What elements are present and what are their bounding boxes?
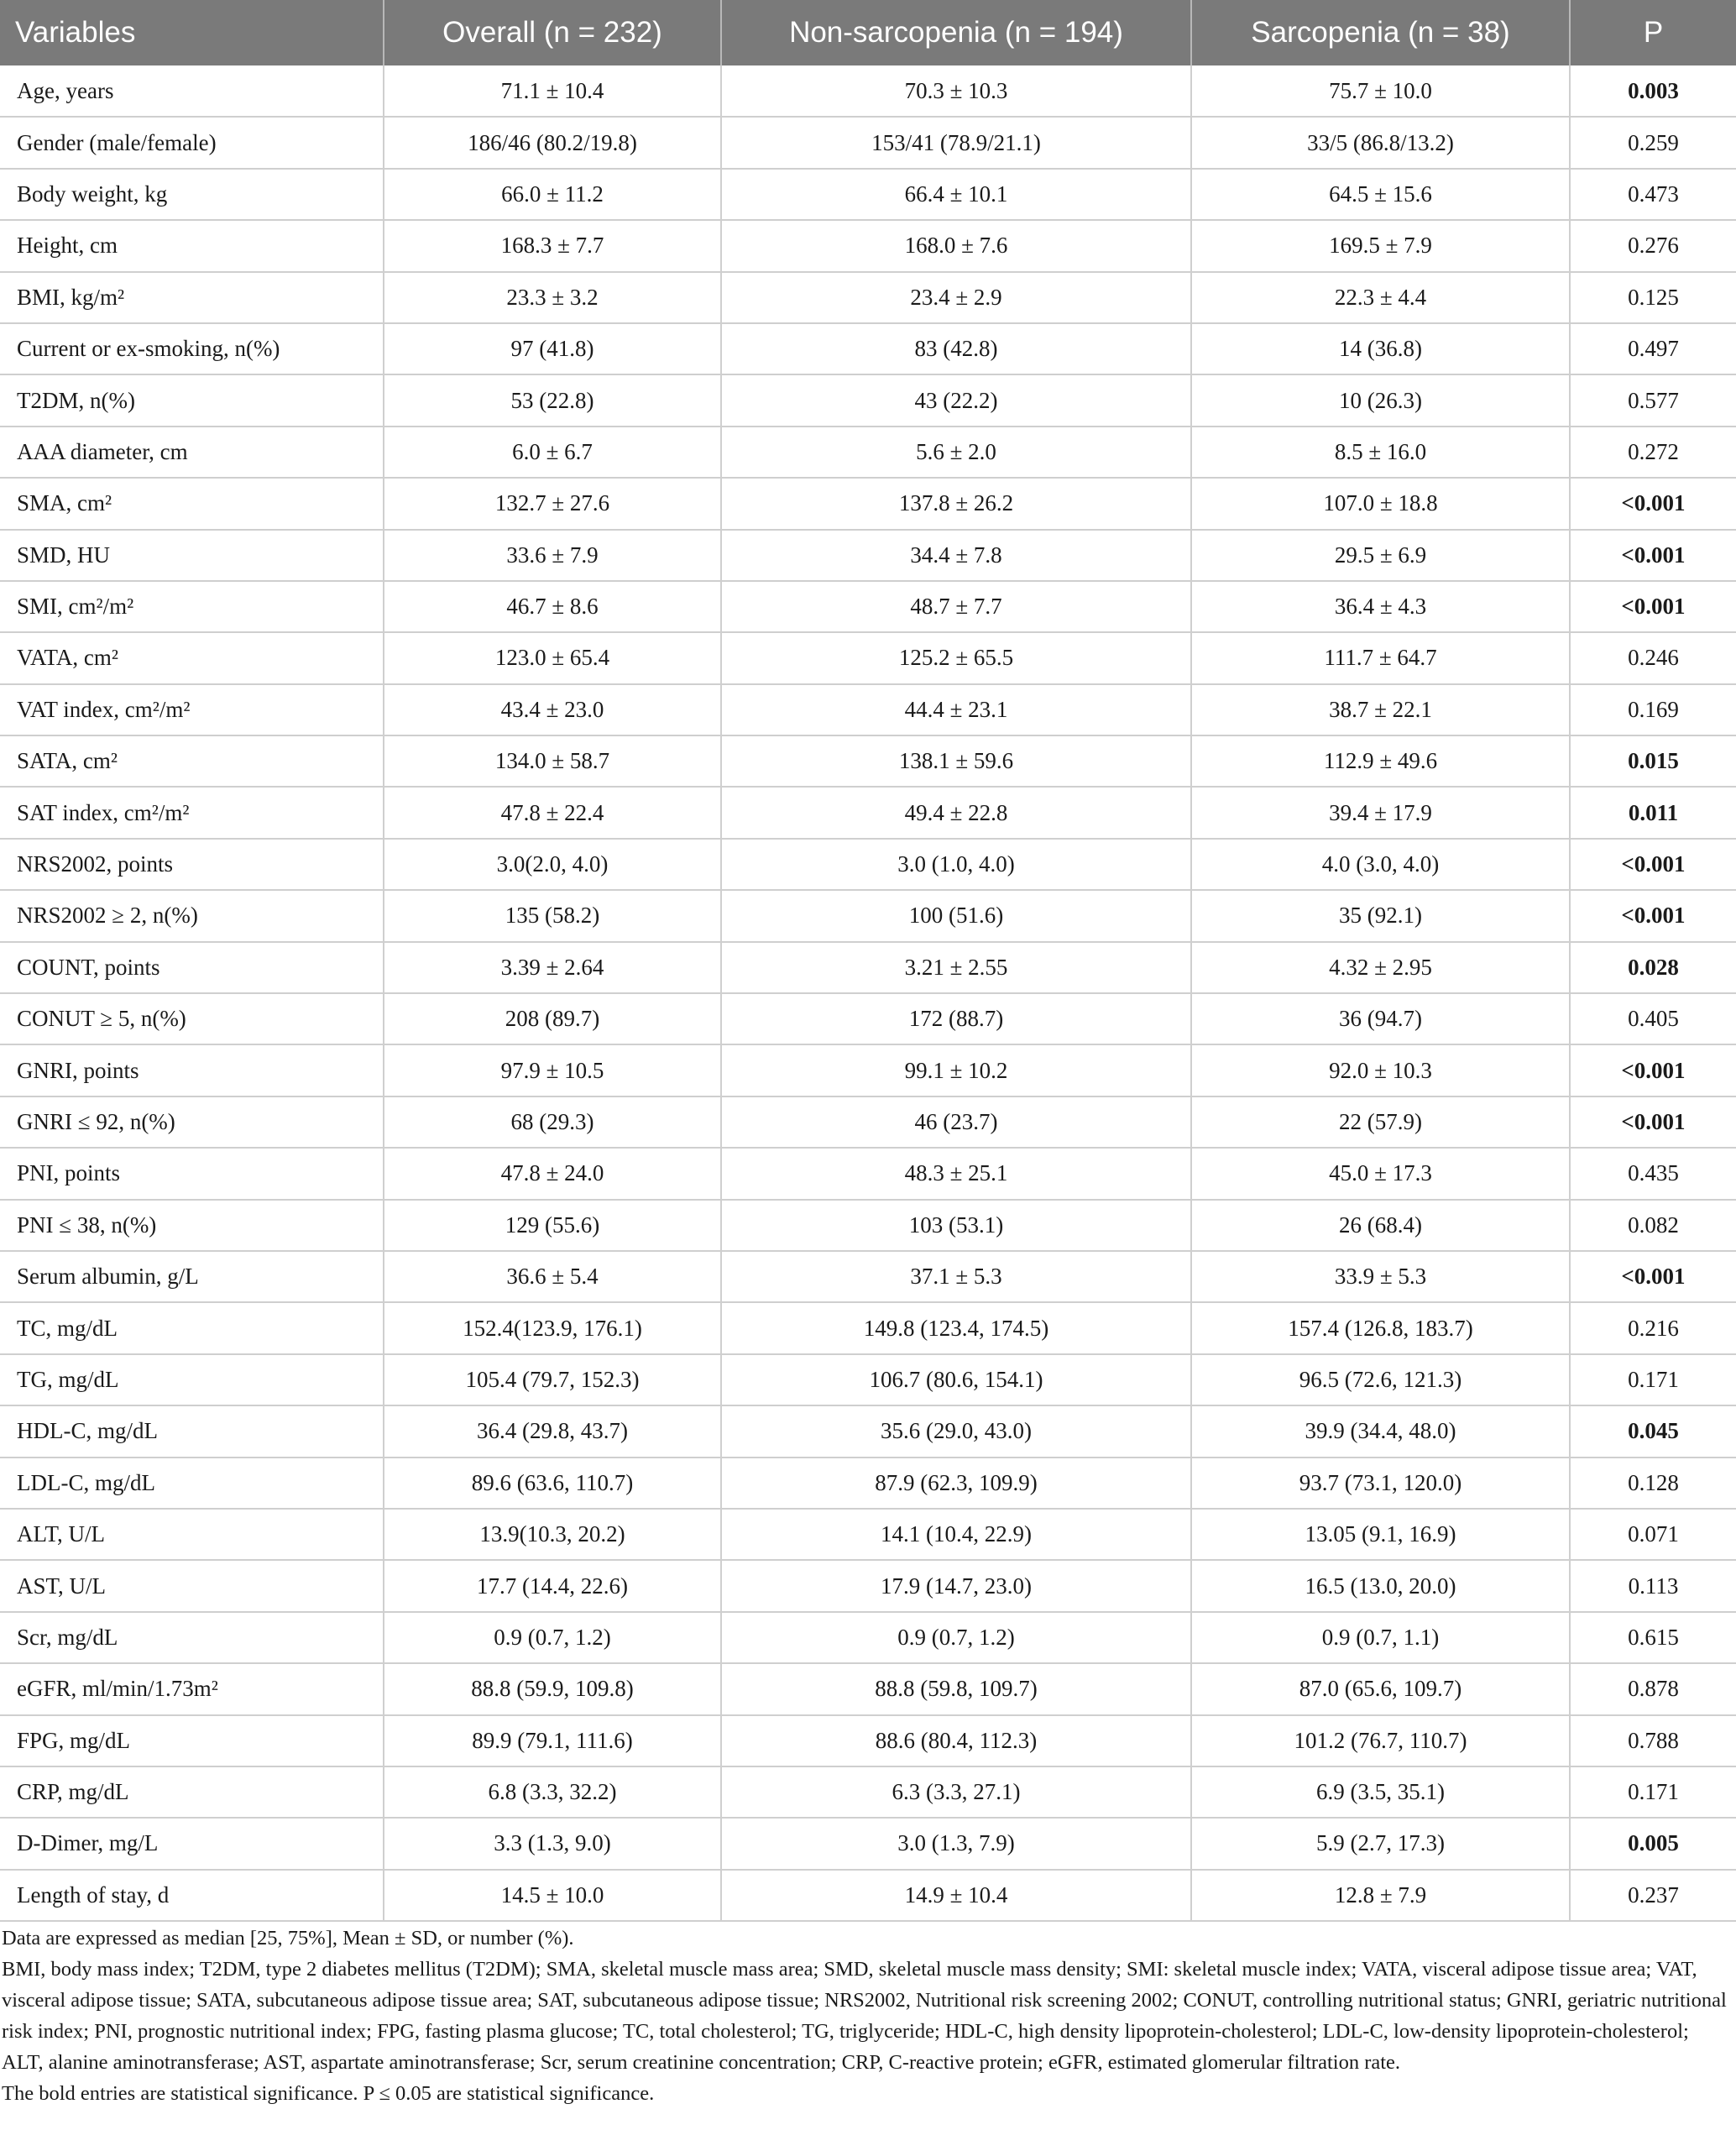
cell-sarcopenia: 14 (36.8): [1191, 323, 1570, 374]
cell-non-sarcopenia: 88.8 (59.8, 109.7): [721, 1663, 1191, 1714]
cell-sarcopenia: 101.2 (76.7, 110.7): [1191, 1715, 1570, 1766]
cell-non-sarcopenia: 149.8 (123.4, 174.5): [721, 1302, 1191, 1353]
cell-non-sarcopenia: 153/41 (78.9/21.1): [721, 117, 1191, 168]
cell-sarcopenia: 157.4 (126.8, 183.7): [1191, 1302, 1570, 1353]
cell-non-sarcopenia: 49.4 ± 22.8: [721, 787, 1191, 838]
cell-p-value: 0.788: [1570, 1715, 1736, 1766]
cell-non-sarcopenia: 44.4 ± 23.1: [721, 684, 1191, 735]
cell-overall: 71.1 ± 10.4: [384, 65, 721, 117]
table-row: [0, 374, 1736, 426]
cell-variable: CRP, mg/dL: [0, 1766, 384, 1818]
cell-p-value: 0.003: [1570, 65, 1736, 117]
cell-non-sarcopenia: 0.9 (0.7, 1.2): [721, 1612, 1191, 1663]
cell-non-sarcopenia: 46 (23.7): [721, 1096, 1191, 1148]
cell-sarcopenia: 87.0 (65.6, 109.7): [1191, 1663, 1570, 1714]
cell-p-value: 0.237: [1570, 1870, 1736, 1921]
cell-variable: VAT index, cm²/m²: [0, 684, 384, 735]
cell-overall: 33.6 ± 7.9: [384, 530, 721, 581]
cell-overall: 105.4 (79.7, 152.3): [384, 1354, 721, 1405]
cell-p-value: 0.615: [1570, 1612, 1736, 1663]
cell-p-value: 0.405: [1570, 993, 1736, 1044]
cell-overall: 134.0 ± 58.7: [384, 735, 721, 787]
cell-overall: 66.0 ± 11.2: [384, 169, 721, 220]
table-row: [0, 478, 1736, 529]
table-row: [0, 530, 1736, 581]
cell-variable: PNI ≤ 38, n(%): [0, 1200, 384, 1251]
footnote-data-expression: Data are expressed as median [25, 75%], Mean ± SD, or number (%).: [2, 1927, 574, 1950]
cell-non-sarcopenia: 6.3 (3.3, 27.1): [721, 1766, 1191, 1818]
cell-overall: 6.0 ± 6.7: [384, 427, 721, 478]
cell-variable: AAA diameter, cm: [0, 427, 384, 478]
cell-overall: 36.6 ± 5.4: [384, 1251, 721, 1302]
cell-variable: SMI, cm²/m²: [0, 581, 384, 632]
cell-p-value: 0.171: [1570, 1354, 1736, 1405]
cell-variable: COUNT, points: [0, 942, 384, 993]
cell-p-value: 0.113: [1570, 1560, 1736, 1611]
cell-overall: 129 (55.6): [384, 1200, 721, 1251]
cell-non-sarcopenia: 14.1 (10.4, 22.9): [721, 1509, 1191, 1560]
cell-sarcopenia: 112.9 ± 49.6: [1191, 735, 1570, 787]
cell-sarcopenia: 4.32 ± 2.95: [1191, 942, 1570, 993]
cell-sarcopenia: 38.7 ± 22.1: [1191, 684, 1570, 735]
cell-p-value: 0.028: [1570, 942, 1736, 993]
header-overall: Overall (n = 232): [384, 0, 721, 65]
cell-sarcopenia: 92.0 ± 10.3: [1191, 1044, 1570, 1096]
cell-variable: SMD, HU: [0, 530, 384, 581]
cell-p-value: 0.577: [1570, 374, 1736, 426]
cell-non-sarcopenia: 87.9 (62.3, 109.9): [721, 1458, 1191, 1509]
cell-sarcopenia: 26 (68.4): [1191, 1200, 1570, 1251]
table-row: [0, 65, 1736, 117]
cell-p-value: <0.001: [1570, 839, 1736, 890]
cell-variable: LDL-C, mg/dL: [0, 1458, 384, 1509]
cell-sarcopenia: 6.9 (3.5, 35.1): [1191, 1766, 1570, 1818]
cell-overall: 3.0(2.0, 4.0): [384, 839, 721, 890]
table-row: [0, 1251, 1736, 1302]
cell-variable: Scr, mg/dL: [0, 1612, 384, 1663]
cell-sarcopenia: 13.05 (9.1, 16.9): [1191, 1509, 1570, 1560]
cell-variable: ALT, U/L: [0, 1509, 384, 1560]
cell-p-value: 0.435: [1570, 1148, 1736, 1199]
table-row: [0, 993, 1736, 1044]
cell-sarcopenia: 5.9 (2.7, 17.3): [1191, 1818, 1570, 1869]
cell-overall: 88.8 (59.9, 109.8): [384, 1663, 721, 1714]
cell-sarcopenia: 96.5 (72.6, 121.3): [1191, 1354, 1570, 1405]
cell-p-value: 0.071: [1570, 1509, 1736, 1560]
cell-sarcopenia: 22 (57.9): [1191, 1096, 1570, 1148]
cell-variable: Current or ex-smoking, n(%): [0, 323, 384, 374]
cell-sarcopenia: 10 (26.3): [1191, 374, 1570, 426]
cell-non-sarcopenia: 34.4 ± 7.8: [721, 530, 1191, 581]
cell-sarcopenia: 64.5 ± 15.6: [1191, 169, 1570, 220]
cell-p-value: 0.497: [1570, 323, 1736, 374]
cell-non-sarcopenia: 100 (51.6): [721, 890, 1191, 941]
cell-p-value: 0.878: [1570, 1663, 1736, 1714]
table-row: [0, 1818, 1736, 1869]
cell-overall: 135 (58.2): [384, 890, 721, 941]
cell-p-value: 0.128: [1570, 1458, 1736, 1509]
cell-variable: CONUT ≥ 5, n(%): [0, 993, 384, 1044]
table-row: [0, 1560, 1736, 1611]
cell-variable: TG, mg/dL: [0, 1354, 384, 1405]
table-row: [0, 735, 1736, 787]
cell-p-value: 0.005: [1570, 1818, 1736, 1869]
cell-overall: 208 (89.7): [384, 993, 721, 1044]
cell-non-sarcopenia: 103 (53.1): [721, 1200, 1191, 1251]
cell-variable: Height, cm: [0, 220, 384, 271]
cell-variable: NRS2002, points: [0, 839, 384, 890]
cell-variable: FPG, mg/dL: [0, 1715, 384, 1766]
cell-non-sarcopenia: 37.1 ± 5.3: [721, 1251, 1191, 1302]
cell-variable: GNRI ≤ 92, n(%): [0, 1096, 384, 1148]
cell-sarcopenia: 33/5 (86.8/13.2): [1191, 117, 1570, 168]
cell-sarcopenia: 12.8 ± 7.9: [1191, 1870, 1570, 1921]
cell-p-value: <0.001: [1570, 890, 1736, 941]
cell-overall: 168.3 ± 7.7: [384, 220, 721, 271]
cell-p-value: 0.011: [1570, 787, 1736, 838]
footnote-bold-entries: The bold entries are statistical significance. P ≤ 0.05 are statistical significance.: [2, 2082, 655, 2105]
cell-sarcopenia: 107.0 ± 18.8: [1191, 478, 1570, 529]
table-row: [0, 839, 1736, 890]
cell-non-sarcopenia: 48.7 ± 7.7: [721, 581, 1191, 632]
table-row: [0, 942, 1736, 993]
cell-p-value: 0.276: [1570, 220, 1736, 271]
cell-overall: 97 (41.8): [384, 323, 721, 374]
cell-variable: BMI, kg/m²: [0, 272, 384, 323]
cell-variable: Serum albumin, g/L: [0, 1251, 384, 1302]
cell-non-sarcopenia: 168.0 ± 7.6: [721, 220, 1191, 271]
cell-overall: 14.5 ± 10.0: [384, 1870, 721, 1921]
cell-overall: 53 (22.8): [384, 374, 721, 426]
cell-non-sarcopenia: 66.4 ± 10.1: [721, 169, 1191, 220]
cell-non-sarcopenia: 172 (88.7): [721, 993, 1191, 1044]
cell-overall: 47.8 ± 22.4: [384, 787, 721, 838]
cell-overall: 123.0 ± 65.4: [384, 632, 721, 683]
cell-p-value: 0.473: [1570, 169, 1736, 220]
cell-non-sarcopenia: 3.21 ± 2.55: [721, 942, 1191, 993]
cell-non-sarcopenia: 83 (42.8): [721, 323, 1191, 374]
cell-overall: 6.8 (3.3, 32.2): [384, 1766, 721, 1818]
cell-overall: 186/46 (80.2/19.8): [384, 117, 721, 168]
cell-overall: 23.3 ± 3.2: [384, 272, 721, 323]
cell-sarcopenia: 39.4 ± 17.9: [1191, 787, 1570, 838]
cell-non-sarcopenia: 3.0 (1.0, 4.0): [721, 839, 1191, 890]
cell-p-value: 0.125: [1570, 272, 1736, 323]
cell-sarcopenia: 75.7 ± 10.0: [1191, 65, 1570, 117]
cell-variable: Body weight, kg: [0, 169, 384, 220]
cell-variable: SMA, cm²: [0, 478, 384, 529]
cell-overall: 0.9 (0.7, 1.2): [384, 1612, 721, 1663]
cell-sarcopenia: 111.7 ± 64.7: [1191, 632, 1570, 683]
table-row: [0, 1044, 1736, 1096]
cell-non-sarcopenia: 3.0 (1.3, 7.9): [721, 1818, 1191, 1869]
cell-p-value: 0.082: [1570, 1200, 1736, 1251]
cell-overall: 3.39 ± 2.64: [384, 942, 721, 993]
table-row: [0, 117, 1736, 168]
cell-sarcopenia: 0.9 (0.7, 1.1): [1191, 1612, 1570, 1663]
table-row: [0, 890, 1736, 941]
table-row: [0, 1096, 1736, 1148]
cell-variable: AST, U/L: [0, 1560, 384, 1611]
cell-overall: 46.7 ± 8.6: [384, 581, 721, 632]
table-row: [0, 272, 1736, 323]
cell-sarcopenia: 169.5 ± 7.9: [1191, 220, 1570, 271]
cell-overall: 89.9 (79.1, 111.6): [384, 1715, 721, 1766]
table-header: [0, 0, 1736, 65]
cell-p-value: <0.001: [1570, 478, 1736, 529]
header-p-value: P: [1643, 16, 1664, 49]
cell-sarcopenia: 16.5 (13.0, 20.0): [1191, 1560, 1570, 1611]
table-row: [0, 787, 1736, 838]
cell-p-value: 0.246: [1570, 632, 1736, 683]
cell-sarcopenia: 36.4 ± 4.3: [1191, 581, 1570, 632]
table-row: [0, 581, 1736, 632]
table-row: [0, 632, 1736, 683]
table-row: [0, 323, 1736, 374]
cell-p-value: 0.045: [1570, 1405, 1736, 1457]
cell-overall: 43.4 ± 23.0: [384, 684, 721, 735]
cell-overall: 132.7 ± 27.6: [384, 478, 721, 529]
cell-variable: Age, years: [0, 65, 384, 117]
cell-variable: VATA, cm²: [0, 632, 384, 683]
header-sarcopenia: Sarcopenia (n = 38): [1191, 0, 1570, 65]
table-row: [0, 1509, 1736, 1560]
table-row: [0, 684, 1736, 735]
cell-sarcopenia: 8.5 ± 16.0: [1191, 427, 1570, 478]
cell-p-value: 0.259: [1570, 117, 1736, 168]
cell-sarcopenia: 4.0 (3.0, 4.0): [1191, 839, 1570, 890]
cell-p-value: 0.015: [1570, 735, 1736, 787]
cell-variable: GNRI, points: [0, 1044, 384, 1096]
table-row: [0, 1148, 1736, 1199]
cell-variable: D-Dimer, mg/L: [0, 1818, 384, 1869]
cell-non-sarcopenia: 17.9 (14.7, 23.0): [721, 1560, 1191, 1611]
table-row: [0, 220, 1736, 271]
table-body: [0, 65, 1736, 1921]
table-row: [0, 1354, 1736, 1405]
table-row: [0, 1458, 1736, 1509]
cell-variable: HDL-C, mg/dL: [0, 1405, 384, 1457]
cell-non-sarcopenia: 70.3 ± 10.3: [721, 65, 1191, 117]
cell-non-sarcopenia: 106.7 (80.6, 154.1): [721, 1354, 1191, 1405]
cell-sarcopenia: 45.0 ± 17.3: [1191, 1148, 1570, 1199]
cell-variable: eGFR, ml/min/1.73m²: [0, 1663, 384, 1714]
cell-p-value: 0.272: [1570, 427, 1736, 478]
cell-non-sarcopenia: 137.8 ± 26.2: [721, 478, 1191, 529]
cell-non-sarcopenia: 23.4 ± 2.9: [721, 272, 1191, 323]
cell-p-value: <0.001: [1570, 1044, 1736, 1096]
cell-overall: 17.7 (14.4, 22.6): [384, 1560, 721, 1611]
cell-variable: PNI, points: [0, 1148, 384, 1199]
cell-p-value: <0.001: [1570, 581, 1736, 632]
cell-variable: NRS2002 ≥ 2, n(%): [0, 890, 384, 941]
cell-sarcopenia: 93.7 (73.1, 120.0): [1191, 1458, 1570, 1509]
cell-non-sarcopenia: 138.1 ± 59.6: [721, 735, 1191, 787]
cell-p-value: 0.171: [1570, 1766, 1736, 1818]
cell-sarcopenia: 29.5 ± 6.9: [1191, 530, 1570, 581]
cell-overall: 3.3 (1.3, 9.0): [384, 1818, 721, 1869]
cell-sarcopenia: 36 (94.7): [1191, 993, 1570, 1044]
cell-non-sarcopenia: 125.2 ± 65.5: [721, 632, 1191, 683]
cell-overall: 89.6 (63.6, 110.7): [384, 1458, 721, 1509]
cell-variable: SATA, cm²: [0, 735, 384, 787]
cell-p-value: <0.001: [1570, 530, 1736, 581]
table-row: [0, 1715, 1736, 1766]
table-row: [0, 1200, 1736, 1251]
cell-variable: Length of stay, d: [0, 1870, 384, 1921]
table-row: [0, 1405, 1736, 1457]
cell-overall: 47.8 ± 24.0: [384, 1148, 721, 1199]
cell-variable: Gender (male/female): [0, 117, 384, 168]
cell-overall: 152.4(123.9, 176.1): [384, 1302, 721, 1353]
table-row: [0, 1870, 1736, 1921]
footnote-abbreviations: BMI, body mass index; T2DM, type 2 diabetes mellitus (T2DM); SMA, skeletal muscle mass area; SMD, skeletal muscle mass density; SMI: skeletal muscle index; VATA, visceral adipose tissue area; VAT, visceral adipose tissue; SATA, subcutaneous adipose tissue area; SAT, subcutaneous adipose tissue; NRS2002, Nutritional risk screening 2002; CONUT, controlling nutritional status; GNRI, geriatric nutritional risk index; PNI, prognostic nutritional index; FPG, fasting plasma glucose; TC, total cholesterol; TG, triglyceride; HDL-C, high density lipoprotein-cholesterol; LDL-C, low-density lipoprotein-cholesterol; ALT, alanine aminotransferase; AST, aspartate aminotransferase; Scr, serum creatinine concentration; CRP, C-reactive protein; eGFR, estimated glomerular filtration rate.: [2, 1958, 1727, 2074]
cell-variable: T2DM, n(%): [0, 374, 384, 426]
cell-non-sarcopenia: 48.3 ± 25.1: [721, 1148, 1191, 1199]
cell-variable: TC, mg/dL: [0, 1302, 384, 1353]
table-footnotes: [0, 1923, 1731, 2109]
cell-sarcopenia: 22.3 ± 4.4: [1191, 272, 1570, 323]
cell-p-value: <0.001: [1570, 1096, 1736, 1148]
cell-sarcopenia: 33.9 ± 5.3: [1191, 1251, 1570, 1302]
cell-non-sarcopenia: 43 (22.2): [721, 374, 1191, 426]
cell-p-value: <0.001: [1570, 1251, 1736, 1302]
cell-non-sarcopenia: 14.9 ± 10.4: [721, 1870, 1191, 1921]
cell-non-sarcopenia: 5.6 ± 2.0: [721, 427, 1191, 478]
header-row: [0, 0, 1736, 65]
header-variables: Variables: [0, 0, 384, 65]
cell-p-value: 0.216: [1570, 1302, 1736, 1353]
cell-non-sarcopenia: 99.1 ± 10.2: [721, 1044, 1191, 1096]
cell-non-sarcopenia: 35.6 (29.0, 43.0): [721, 1405, 1191, 1457]
table-row: [0, 1766, 1736, 1818]
cell-overall: 36.4 (29.8, 43.7): [384, 1405, 721, 1457]
cell-non-sarcopenia: 88.6 (80.4, 112.3): [721, 1715, 1191, 1766]
table-row: [0, 1663, 1736, 1714]
table-row: [0, 427, 1736, 478]
header-non-sarcopenia: Non-sarcopenia (n = 194): [721, 0, 1191, 65]
table-row: [0, 1612, 1736, 1663]
cell-overall: 68 (29.3): [384, 1096, 721, 1148]
cell-variable: SAT index, cm²/m²: [0, 787, 384, 838]
table-row: [0, 169, 1736, 220]
cell-overall: 97.9 ± 10.5: [384, 1044, 721, 1096]
cell-p-value: 0.169: [1570, 684, 1736, 735]
cell-sarcopenia: 35 (92.1): [1191, 890, 1570, 941]
table-row: [0, 1302, 1736, 1353]
cell-overall: 13.9(10.3, 20.2): [384, 1509, 721, 1560]
cell-sarcopenia: 39.9 (34.4, 48.0): [1191, 1405, 1570, 1457]
